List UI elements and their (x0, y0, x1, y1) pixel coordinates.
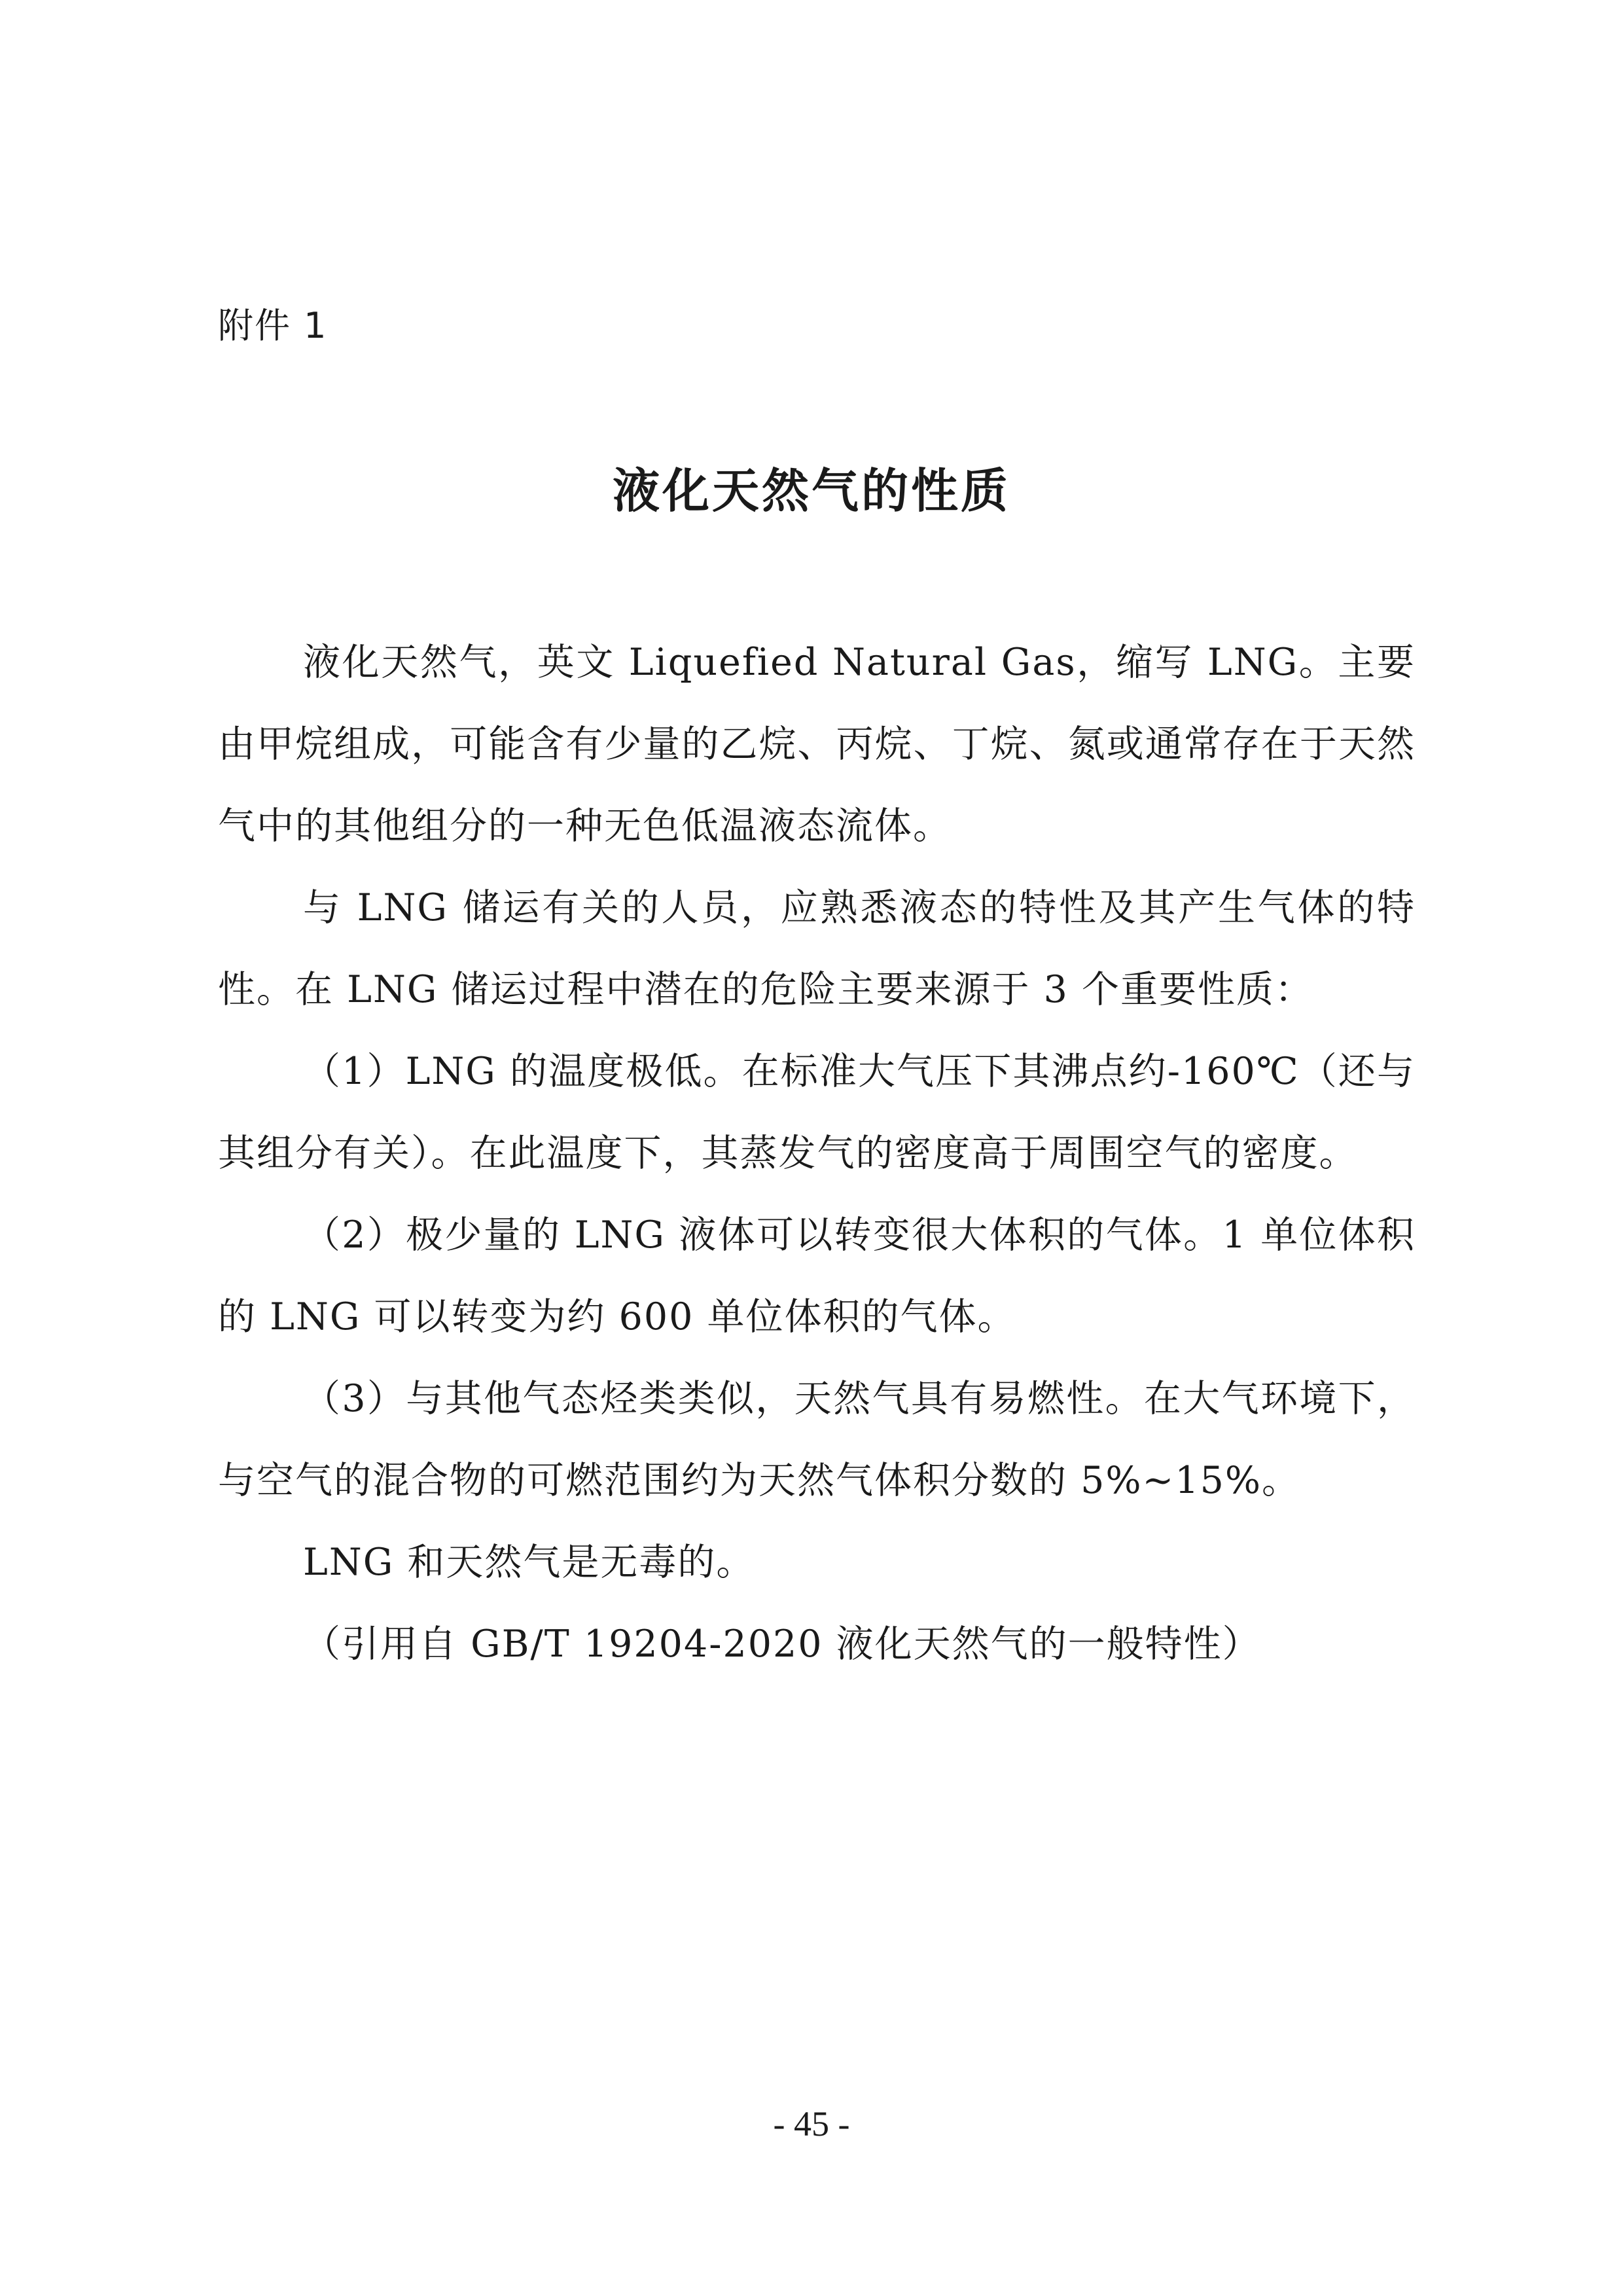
paragraph-citation: （引用自 GB/T 19204-2020 液化天然气的一般特性） (303, 1623, 1261, 1666)
page-number: - 45 - (773, 2104, 850, 2144)
paragraph-property-1: （1）LNG 的温度极低。在标准大气压下其沸点约-160℃（还与其组分有关）。在此温度下，其蒸发气的密度高于周围空气的密度。 (218, 1050, 1416, 1175)
document-title: 液化天然气的性质 (612, 463, 1010, 518)
document-body (218, 622, 1416, 1685)
paragraph-nontoxic: LNG 和天然气是无毒的。 (303, 1541, 755, 1584)
paragraph-hazards: 与 LNG 储运有关的人员，应熟悉液态的特性及其产生气体的特性。在 LNG 储运过程中潜在的危险主要来源于 3 个重要性质： (218, 886, 1416, 1011)
paragraph-property-2: （2）极少量的 LNG 液体可以转变很大体积的气体。1 单位体积的 LNG 可以转变为约 600 单位体积的气体。 (218, 1213, 1416, 1338)
attachment-label: 附件 1 (218, 305, 328, 346)
paragraph-property-3: （3）与其他气态烃类类似，天然气具有易燃性。在大气环境下，与空气的混合物的可燃范围约为天然气体积分数的 5%~15%。 (218, 1377, 1416, 1502)
paragraph-intro: 液化天然气，英文 Liquefied Natural Gas，缩写 LNG。主要由甲烷组成，可能含有少量的乙烷、丙烷、丁烷、氮或通常存在于天然气中的其他组分的一种无色低温液态流体。 (218, 641, 1416, 848)
